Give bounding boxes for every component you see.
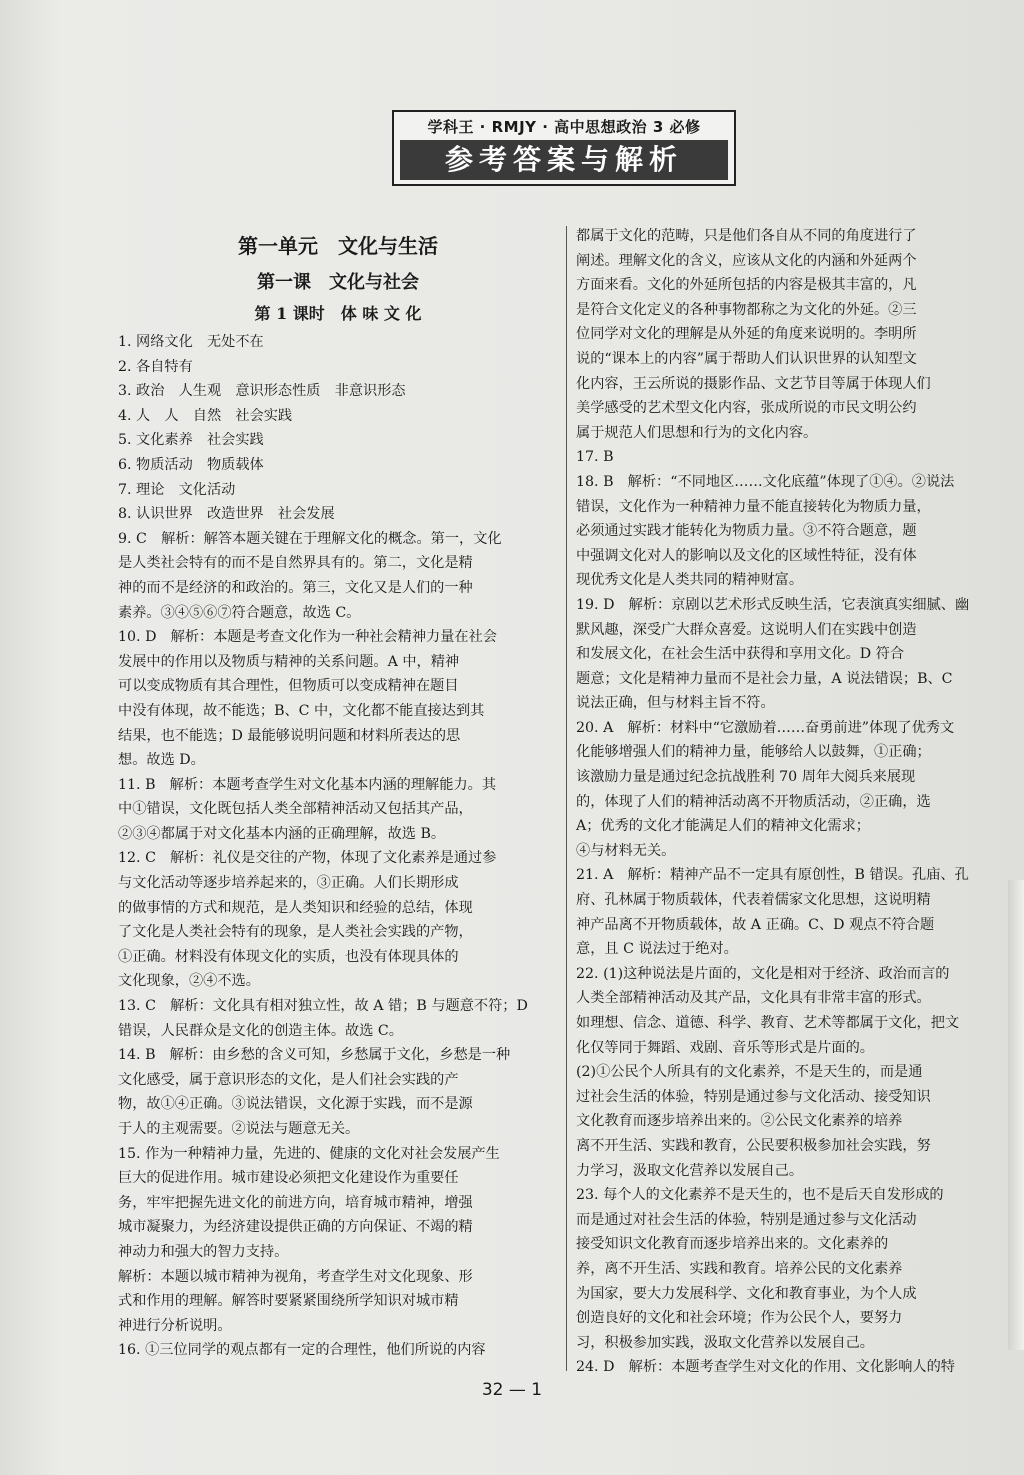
answer-line: 19. D 解析：京剧以艺术形式反映生活，它表演真实细腻、幽 [576,596,970,613]
answer-line: 而是通过对社会生活的体验，特别是通过参与文化活动 [576,1211,917,1228]
answer-line: A；优秀的文化才能满足人们的精神文化需求； [576,818,870,835]
lesson-title: 第一课 文化与社会 [257,272,419,293]
answer-line: 15. 作为一种精神力量，先进的、健康的文化对社会发展产生 [118,1145,500,1162]
answer-line: 离不开生活、实践和教育，公民要积极参加社会实践，努 [576,1137,931,1154]
answer-line: 神进行分析说明。 [118,1317,232,1334]
answer-line: 力学习，汲取文化营养以发展自己。 [576,1162,804,1179]
answer-line: 9. C 解析：解答本题关键在于理解文化的概念。第一，文化 [118,530,502,547]
answer-line: 如理想、信念、道德、科学、教育、艺术等都属于文化，把文 [576,1015,960,1031]
header-banner [392,110,736,186]
answer-line: ④与材料无关。 [576,842,676,859]
answer-line: 默风趣，深受广大群众喜爱。这说明人们在实践中创造 [576,621,917,638]
answer-line: 文化现象，②④不选。 [118,973,260,990]
answer-line: 题意；文化是精神力量而不是社会力量，A 说法错误；B、C [576,670,953,687]
answer-line: 是符合文化定义的各种事物都称之为文化的外延。②三 [576,301,917,318]
answer-line: 与文化活动等逐步培养起来的，③正确。人们长期形成 [118,875,459,892]
answer-line: 素养。③④⑤⑥⑦符合题意，故选 C。 [118,604,361,621]
answer-line: 1. 网络文化 无处不在 [118,334,264,350]
answer-line: 于人的主观需要。②说法与题意无关。 [118,1121,360,1137]
answer-line: 都属于文化的范畴，只是他们各自从不同的角度进行了 [576,228,917,244]
answer-line: 人类全部精神活动及其产品，文化具有非常丰富的形式。 [576,990,931,1007]
answer-line: 中强调文化对人的影响以及文化的区域性特征，没有体 [576,547,917,564]
answer-line: (2)①公民个人所具有的文化素养，不是天生的，而是通 [576,1064,923,1081]
answer-line: ①正确。材料没有体现文化的实质，也没有体现具体的 [118,948,459,965]
answer-line: 过社会生活的体验，特别是通过参与文化活动、接受知识 [576,1088,931,1105]
answer-line: 结果，也不能选；D 最能够说明问题和材料所表达的思 [118,727,461,744]
answer-line: 必须通过实践才能转化为物质力量。③不符合题意，题 [576,523,917,540]
answer-line: 方面来看。文化的外延所包括的内容是极其丰富的，凡 [576,277,917,294]
answer-line: 的做事情的方式和规范，是人类知识和经验的总结，体现 [118,899,473,916]
column-divider [566,226,567,1371]
answer-line: 22. (1)这种说法是片面的，文化是相对于经济、政治而言的 [576,965,950,982]
answer-line: 习，积极参加实践，汲取文化营养以发展自己。 [576,1334,874,1351]
answer-line: 美学感受的艺术型文化内容，张成所说的市民文明公约 [576,400,917,417]
answer-line: 务，牢牢把握先进文化的前进方向，培育城市精神，增强 [118,1194,473,1211]
answer-line: 想。故选 D。 [118,752,205,769]
answer-line: 中没有体现，故不能选；B、C 中，文化都不能直接达到其 [118,702,485,719]
answer-line: 11. B 解析：本题考查学生对文化基本内涵的理解能力。其 [118,776,497,793]
unit-title: 第一单元 文化与生活 [238,234,438,258]
answer-line: 8. 认识世界 改造世界 社会发展 [118,506,335,523]
period-title: 第 1 课时 体 味 文 化 [254,304,422,323]
page-number: 32 — 1 [481,1380,543,1400]
answer-line: 神动力和强大的智力支持。 [118,1243,289,1260]
answer-line: 发展中的作用以及物质与精神的关系问题。A 中，精神 [118,653,460,670]
answer-line: 17. B [576,449,614,466]
answer-line: 物，故①④正确。③说法错误，文化源于实践，而不是源 [118,1096,473,1113]
answer-line: 神的而不是经济的和政治的。第三，文化又是人们的一种 [118,579,473,596]
answer-line: 6. 物质活动 物质载体 [118,456,264,473]
answer-line: 中①错误，文化既包括人类全部精神活动又包括其产品， [118,801,473,818]
answer-line: 和发展文化，在社会生活中获得和享用文化。D 符合 [576,646,905,663]
answer-line: 为国家，要大力发展科学、文化和教育事业，为个人成 [576,1285,917,1302]
answer-line: 化仅等同于舞蹈、戏剧、音乐等形式是片面的。 [576,1039,874,1056]
answer-line: 错误，人民群众是文化的创造主体。故选 C。 [118,1022,403,1039]
answer-line: 解析：本题以城市精神为视角，考查学生对文化现象、形 [118,1268,473,1285]
answer-line: 的，体现了人们的精神活动离不开物质活动，②正确，选 [576,793,931,810]
answer-line: 2. 各自特有 [118,358,193,375]
answer-line: 神产品离不开物质载体，故 A 正确。C、D 观点不符合题 [576,916,935,933]
answer-line: 化能够增强人们的精神力量，能够给人以鼓舞，①正确； [576,744,931,761]
answer-line: 16. ①三位同学的观点都有一定的合理性，他们所说的内容 [118,1342,486,1359]
header-title: 参考答案与解析 [400,140,728,180]
left-column [118,224,558,1363]
answer-line: 10. D 解析：本题是考查文化作为一种社会精神力量在社会 [118,629,497,646]
answer-line: 位同学对文化的理解是从外延的角度来说明的。李明所 [576,326,917,343]
answer-line: 巨大的促进作用。城市建设必须把文化建设作为重要任 [118,1170,459,1187]
right-answer-list [576,224,1016,1380]
torn-edge [1008,880,1024,1350]
answer-line: 属于规范人们思想和行为的文化内容。 [576,424,818,441]
answer-line: 是人类社会特有的而不是自然界具有的。第二，文化是精 [118,555,473,572]
answer-line: 23. 每个人的文化素养不是天生的，也不是后天自发形成的 [576,1187,944,1204]
answer-line: 可以变成物质有其合理性，但物质可以变成精神在题目 [118,678,459,695]
answer-line: 阐述。理解文化的含义，应该从文化的内涵和外延两个 [576,252,917,269]
answer-line: 4. 人 人 自然 社会实践 [118,407,293,424]
answer-line: 14. B 解析：由乡愁的含义可知，乡愁属于文化，乡愁是一种 [118,1047,511,1064]
right-column [576,224,1016,1380]
answer-line: 5. 文化素养 社会实践 [118,432,264,449]
answer-line: 了文化是人类社会特有的现象，是人类社会实践的产物， [118,924,473,941]
answer-line: ②③④都属于对文化基本内涵的正确理解，故选 B。 [118,825,446,842]
answer-line: 府、孔林属于物质载体，代表着儒家文化思想，这说明精 [576,892,931,909]
answer-line: 20. A 解析：材料中“它激励着……奋勇前进”体现了优秀文 [576,719,955,736]
answer-line: 文化教育而逐步培养出来的。②公民文化素养的培养 [576,1113,903,1130]
left-answer-list [118,330,558,1363]
answer-line: 现优秀文化是人类共同的精神财富。 [576,572,804,589]
answer-line: 7. 理论 文化活动 [118,481,236,498]
answer-line: 18. B 解析：“不同地区……文化底蕴”体现了①④。②说法 [576,473,955,490]
answer-line: 创造良好的文化和社会环境；作为公民个人，要努力 [576,1310,903,1327]
answer-line: 3. 政治 人生观 意识形态性质 非意识形态 [118,383,406,400]
answer-line: 12. C 解析：礼仪是交往的产物，体现了文化素养是通过参 [118,850,497,867]
answer-line: 13. C 解析：文化具有相对独立性，故 A 错；B 与题意不符；D [118,998,528,1015]
answer-line: 接受知识文化教育而逐步培养出来的。文化素养的 [576,1236,889,1253]
answer-line: 化内容，王云所说的摄影作品、文艺节目等属于体现人们 [576,375,931,392]
answer-line: 24. D 解析：本题考查学生对文化的作用、文化影响人的特 [576,1359,955,1376]
answer-line: 说法正确，但与材料主旨不符。 [576,695,775,712]
answer-line: 文化感受，属于意识形态的文化，是人们社会实践的产 [118,1071,459,1088]
answer-line: 城市凝聚力，为经济建设提供正确的方向保证、不竭的精 [118,1219,473,1236]
answer-line: 养，离不开生活、实践和教育。培养公民的文化素养 [576,1260,903,1277]
answer-line: 错误，文化作为一种精神力量不能直接转化为物质力量， [576,498,931,515]
answer-line: 该激励力量是通过纪念抗战胜利 70 周年大阅兵来展现 [576,769,916,786]
answer-line: 21. A 解析：精神产品不一定具有原创性，B 错误。孔庙、孔 [576,867,969,884]
answer-line: 式和作用的理解。解答时要紧紧围绕所学知识对城市精 [118,1293,459,1310]
header-subtitle: 学科王 · RMJY · 高中思想政治 3 必修 [427,118,701,136]
answer-line: 意，且 C 说法过于绝对。 [576,941,738,958]
answer-line: 说的“课本上的内容”属于帮助人们认识世界的认知型文 [576,350,917,367]
